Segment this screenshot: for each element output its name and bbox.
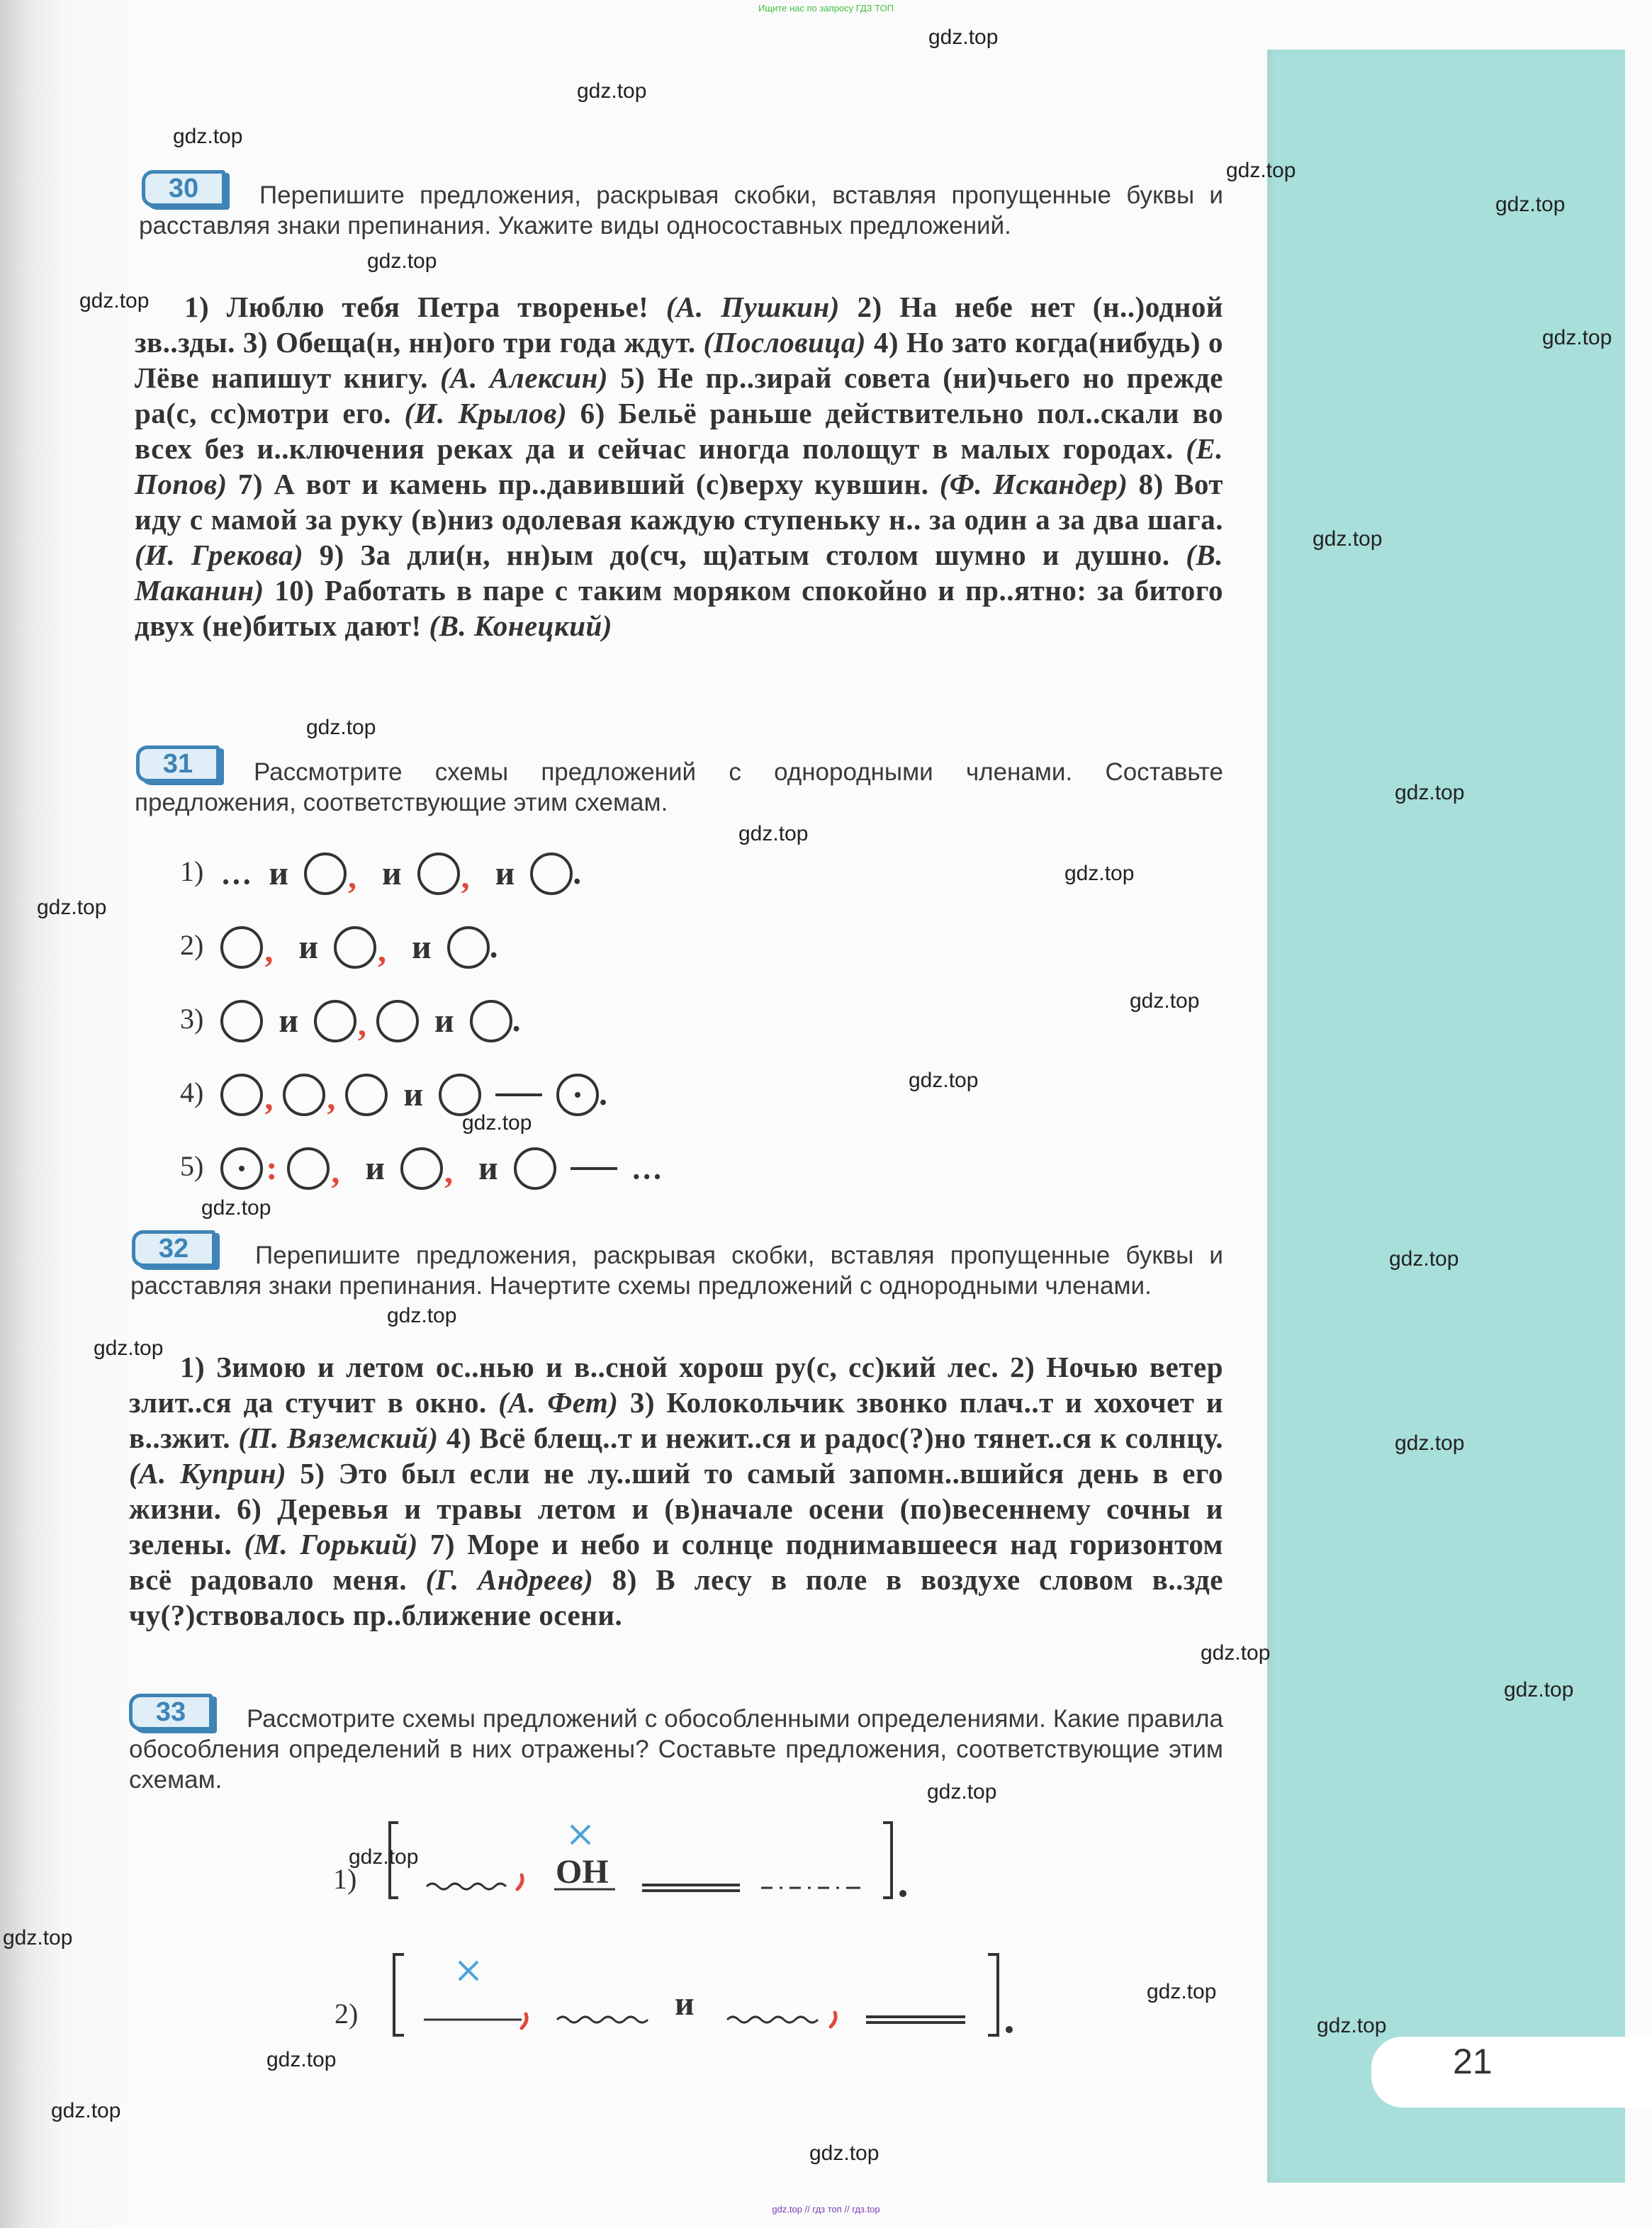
exercise-31-badge: 31 — [136, 746, 220, 782]
watermark: gdz.top — [1317, 2014, 1387, 2037]
conj: и — [478, 1149, 498, 1188]
ex30-s3: 4) Но зато когда(нибудь) о Лёве напишут книгу. — [135, 326, 1223, 394]
top-note: Ищите нас по запросу ГДЗ ТОП — [758, 3, 894, 13]
ex30-src5: (Е. Попов) — [135, 432, 1223, 500]
watermark: gdz.top — [928, 26, 999, 49]
watermark: gdz.top — [1064, 862, 1135, 885]
watermark: gdz.top — [51, 2099, 121, 2122]
scheme-31-1 — [180, 850, 581, 899]
ex30-s6: 7) А вот и камень пр..давивший (с)верху кувшин. — [227, 468, 940, 500]
comma-mark: , — [461, 858, 470, 896]
ex30-s5: 6) Бельё раньше действительно пол..скали во всех без и..ключения реках да и сейчас иногда полощут в малых городах. — [135, 397, 1223, 465]
exercise-33-badge: 33 — [129, 1694, 213, 1731]
scheme-label: 5) — [180, 1150, 204, 1182]
period-mark: . — [598, 1075, 607, 1113]
ex32-src1: (А. Фет) — [498, 1386, 619, 1419]
watermark: gdz.top — [3, 1926, 73, 1950]
member-circle — [283, 1074, 325, 1116]
scheme-label: 1) — [180, 855, 204, 887]
watermark: gdz.top — [1389, 1247, 1459, 1271]
sidebar-panel — [1267, 50, 1625, 2183]
comma-mark: , — [264, 1079, 274, 1117]
exercise-30-text — [135, 289, 1223, 643]
conj: и — [269, 855, 288, 893]
watermark: gdz.top — [738, 822, 809, 845]
watermark: gdz.top — [387, 1304, 457, 1327]
colon-mark: : — [266, 1149, 278, 1188]
conj: и — [403, 1076, 423, 1114]
watermark: gdz.top — [349, 1845, 419, 1869]
conj: и — [675, 1985, 695, 2022]
exercise-30-task: Перепишите предложения, раскрывая скобки, вставляя пропущенные буквы и расставляя знаки препинания. Укажите виды односоставных предложений. — [139, 181, 1223, 240]
exercise-31-task: Рассмотрите схемы предложений с однородными членами. Составьте предложения, соответствующие этим схемам. — [135, 758, 1223, 816]
ex32-src5: (Г. Андреев) — [425, 1563, 594, 1596]
watermark: gdz.top — [577, 79, 647, 103]
watermark: gdz.top — [1226, 159, 1296, 182]
member-circle — [220, 1000, 263, 1042]
conj: и — [495, 855, 515, 893]
ex32-s2: 3) Колокольчик звонко плач..т и хохочет и в..зжит. — [129, 1386, 1223, 1454]
watermark: gdz.top — [306, 716, 376, 739]
conj: и — [381, 855, 402, 893]
ex30-src2: (Пословица) — [703, 326, 866, 359]
conj: и — [365, 1149, 385, 1188]
ex30-src9: (В. Конецкий) — [429, 609, 613, 642]
dash-mark — [495, 1093, 542, 1096]
scheme-31-4 — [180, 1071, 607, 1120]
ellipsis: … — [631, 1151, 664, 1186]
comma-mark: , — [327, 1079, 336, 1117]
watermark: gdz.top — [37, 896, 107, 919]
scheme-31-2 — [180, 924, 498, 972]
watermark: gdz.top — [1504, 1678, 1574, 1701]
watermark: gdz.top — [1495, 193, 1566, 216]
conj: и — [279, 1002, 298, 1040]
scheme-label: 3) — [180, 1003, 204, 1035]
period-mark: . — [489, 928, 498, 965]
ex32-src3: (А. Куприн) — [129, 1457, 287, 1490]
member-circle — [287, 1147, 330, 1190]
member-circle — [400, 1147, 443, 1190]
generalizing-word-circle — [556, 1074, 599, 1116]
ex30-src6: (Ф. Искандер) — [939, 468, 1128, 500]
ex30-s2: 2) На небе нет (н..)одной зв..зды. 3) Обеща(н, нн)ого три года ждут. — [135, 291, 1223, 359]
ex32-s4: 5) Это был если не лу..ший то самый запомн..вшийся день в его жизни. 6) Деревья и травы летом и (в)начале осени (по)весеннему сочны и зелены. — [129, 1457, 1224, 1560]
watermark: gdz.top — [927, 1780, 997, 1804]
exercise-33-task: Рассмотрите схемы предложений с обособленными определениями. Какие правила обособления определений в них отражены? Составьте предложения, соответствующие этим схемам. — [129, 1705, 1223, 1794]
scheme-label: 2) — [180, 929, 204, 961]
member-circle — [530, 853, 573, 895]
watermark: gdz.top — [266, 2048, 337, 2071]
ex30-src7: (И. Грекова) — [135, 539, 304, 571]
watermark: gdz.top — [809, 2142, 880, 2165]
member-circle — [470, 1000, 512, 1042]
conj: и — [298, 928, 318, 967]
ex32-s1: 1) Зимою и летом ос..нью и в..сной хорош ру(с, сс)кий лес. 2) Ночью ветер злит..ся да стучит в окно. — [129, 1351, 1223, 1419]
member-circle — [334, 926, 376, 969]
scheme-31-3 — [180, 998, 521, 1046]
ex32-s6: 8) В лесу в поле в воздухе словом в..зде чу(?)ствовалось пр..ближение осени. — [129, 1563, 1223, 1631]
watermark: gdz.top — [462, 1111, 532, 1135]
page-number-tab — [1371, 2037, 1652, 2108]
member-circle — [447, 926, 490, 969]
generalizing-word-circle — [220, 1147, 263, 1190]
conj: и — [434, 1002, 454, 1040]
scheme-33-1 — [333, 1814, 928, 1906]
scheme-33-2 — [333, 1942, 1028, 2041]
exercise-30-badge: 30 — [142, 170, 225, 207]
scheme-label: 1) — [333, 1863, 357, 1895]
watermark: gdz.top — [1201, 1641, 1271, 1665]
member-circle — [345, 1074, 388, 1116]
comma-mark: , — [347, 858, 356, 896]
watermark: gdz.top — [1395, 1431, 1465, 1455]
ex30-src1: (А. Пушкин) — [665, 291, 840, 323]
exercise-32-badge: 32 — [132, 1230, 215, 1267]
member-circle — [314, 1000, 356, 1042]
watermark: gdz.top — [909, 1069, 979, 1092]
exercise-32-text — [129, 1349, 1223, 1633]
scheme-label: 4) — [180, 1076, 204, 1108]
ex30-src3: (А. Алексин) — [440, 361, 609, 394]
ex30-s8: 9) За дли(н, нн)ым до(сч, щ)атым столом шумно и душно. — [303, 539, 1186, 571]
comma-mark: , — [264, 932, 274, 969]
watermark: gdz.top — [1130, 989, 1200, 1013]
comma-mark: , — [357, 1006, 366, 1043]
member-circle — [376, 1000, 419, 1042]
comma-mark: , — [377, 932, 386, 969]
period-mark: . — [573, 854, 582, 891]
watermark: gdz.top — [79, 289, 150, 313]
ex32-src2: (П. Вяземский) — [238, 1422, 439, 1454]
pronoun-label: ОН — [556, 1853, 609, 1891]
ex30-s1: 1) Люблю тебя Петра творенье! — [184, 291, 666, 323]
ex32-s5: 7) Море и небо и солнце поднимавшееся над горизонтом всё радовало меня. — [129, 1528, 1223, 1596]
member-circle — [439, 1074, 481, 1116]
scheme-label: 2) — [335, 1998, 359, 2030]
watermark: gdz.top — [173, 125, 243, 148]
conj: и — [411, 928, 432, 967]
ex30-s9: 10) Работать в паре с таким моряком спокойно и пр..ятно: за битого двух (не)битых дают! — [135, 574, 1223, 642]
exercise-32-task: Перепишите предложения, раскрывая скобки, вставляя пропущенные буквы и расставляя знаки препинания. Начертите схемы предложений с однородными членами. — [130, 1242, 1223, 1300]
ex30-s4: 5) Не пр..зирай совета (ни)чьего но прежде ра(с, сс)мотри его. — [135, 361, 1223, 429]
period-mark: . — [512, 1001, 521, 1039]
page-number: 21 — [1453, 2042, 1493, 2081]
watermark: gdz.top — [1542, 326, 1612, 349]
scheme-33-1-graphic — [333, 1814, 928, 1906]
watermark: gdz.top — [1313, 527, 1383, 551]
watermark: gdz.top — [1395, 781, 1465, 804]
watermark: gdz.top — [1147, 1980, 1217, 2003]
bottom-note: gdz.top // гдз топ // гдз.top — [772, 2204, 880, 2215]
ex32-s3: 4) Всё блещ..т и нежит..ся и радос(?)но тянет..ся к солнцу. — [438, 1422, 1223, 1454]
dash-mark — [571, 1167, 617, 1170]
ex30-s7: 8) Вот иду с мамой за руку (в)низ одолевая каждую ступеньку н.. за один а за два шага. — [135, 468, 1223, 536]
ellipsis: … — [220, 856, 254, 891]
member-circle — [417, 853, 460, 895]
comma-mark: , — [331, 1153, 340, 1191]
member-circle — [220, 926, 263, 969]
comma-mark: , — [444, 1153, 453, 1191]
scheme-31-5 — [180, 1145, 664, 1193]
watermark: gdz.top — [201, 1196, 271, 1220]
ex30-src4: (И. Крылов) — [404, 397, 568, 429]
watermark: gdz.top — [367, 249, 437, 273]
ex32-src4: (М. Горький) — [244, 1528, 418, 1560]
member-circle — [220, 1074, 263, 1116]
watermark: gdz.top — [94, 1337, 164, 1360]
member-circle — [514, 1147, 556, 1190]
member-circle — [304, 853, 347, 895]
ex30-src8: (В. Маканин) — [135, 539, 1223, 607]
